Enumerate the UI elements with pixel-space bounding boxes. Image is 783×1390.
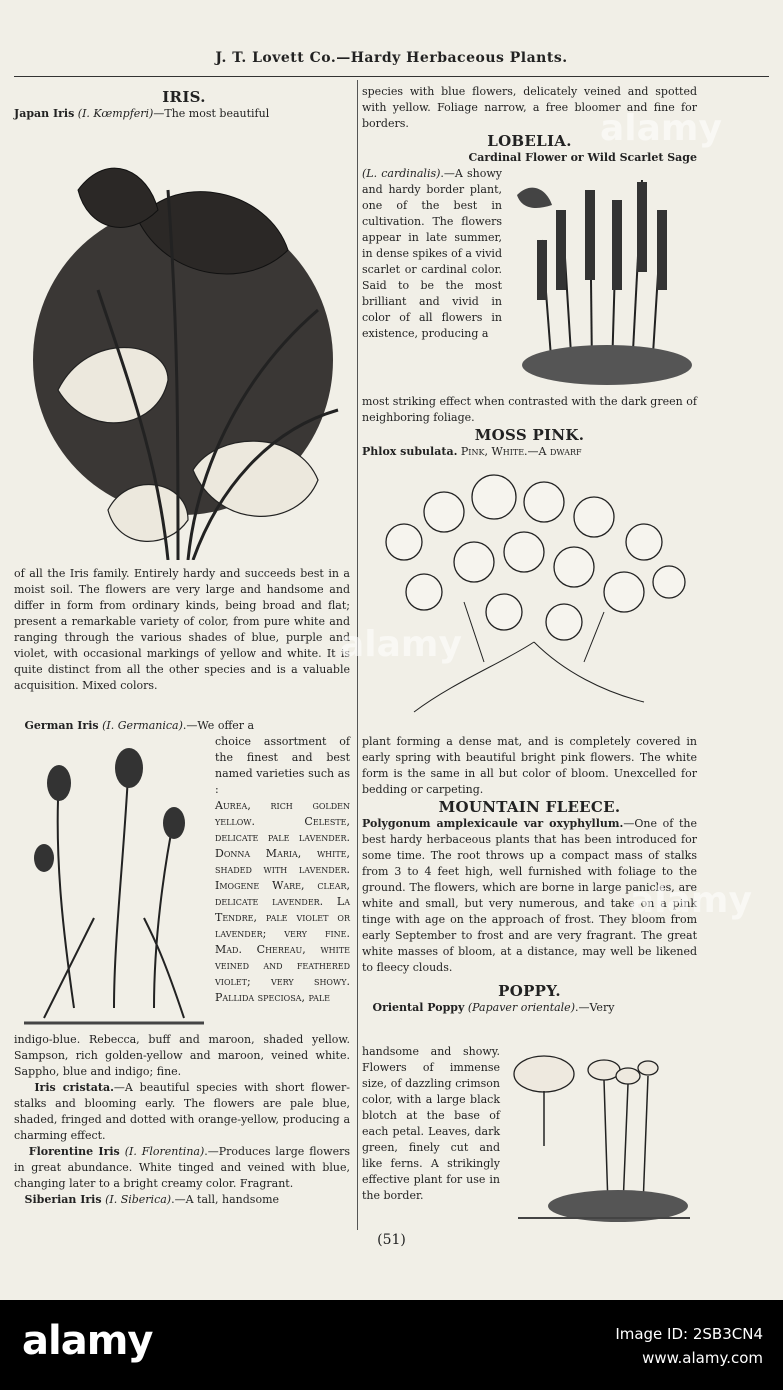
german-iris-varieties-cont: indigo-blue. Rebecca, buff and maroon, shaded yellow. Sampson, rich golden-yellow and maroon, veined white. Sappho, blue and indigo; fine. xyxy=(14,1033,350,1078)
poppy-description: handsome and showy. Flowers of immense size, of dazzling crimson color, with a large black blotch at the base of each petal. Leaves, dark green, finely cut and like ferns. A strikingly effective plant for use in the border. xyxy=(362,1045,500,1202)
stock-info xyxy=(615,1322,763,1370)
poppy-lead: .—Very xyxy=(575,1001,615,1014)
japan-iris-latin: (I. Kœmpferi) xyxy=(77,107,154,120)
mountain-fleece-heading: MOUNTAIN FLEECE. xyxy=(438,798,621,816)
japan-iris-text xyxy=(14,566,350,694)
alamy-watermark-right: alamy xyxy=(630,880,752,921)
japan-iris-lead: —The most beautiful xyxy=(153,107,270,120)
japan-iris-name: Japan Iris xyxy=(14,107,75,120)
german-iris-varieties: Aurea, rich golden yellow. Celeste, delicate pale lavender. Donna Maria, white, shaded with lavender. Imogene Ware, clear, delicate lavender. La Tendre, pale violet or lavender; very fine. Mad. Chereau, white veined and feathered violet; very showy. Pallida speciosa, pale xyxy=(215,799,350,1004)
lobelia-heading: LOBELIA. xyxy=(487,132,572,150)
iris-continued xyxy=(14,1032,350,1208)
poppy-latin: (Papaver orientale) xyxy=(467,1001,575,1014)
lobelia-illustration xyxy=(512,170,698,388)
moss-pink-continued xyxy=(362,734,697,1016)
iris-heading: IRIS. xyxy=(162,88,206,106)
german-iris-title xyxy=(14,718,350,734)
image-id: Image ID: 2SB3CN4 xyxy=(615,1325,763,1343)
iris-cristata-description: —A beautiful species with short flower-stalks and blooming early. The flowers are pale blue, shaded, fringed and dotted with orange-yellow, producing a charming effect. xyxy=(14,1081,350,1142)
lobelia-description: .—A showy and hardy border plant, one of the best in cultivation. The flowers appear in late summer, in dense spikes of a vivid scarlet or cardinal color. Said to be the most brilliant and vivid in color of all flowers in existence, producing a xyxy=(362,167,502,340)
german-iris-lead: .—We offer a xyxy=(182,719,255,732)
alamy-logo: alamy xyxy=(22,1318,153,1364)
site-url: www.alamy.com xyxy=(642,1349,763,1367)
japan-iris-illustration xyxy=(18,130,348,560)
mountain-fleece-name: Polygonum amplexicaule var oxyphyllum. xyxy=(362,817,624,830)
poppy-heading: POPPY. xyxy=(498,982,561,1000)
moss-pink-name: Phlox subulata. xyxy=(362,445,458,458)
german-iris-latin: (I. Germanica) xyxy=(102,719,183,732)
siberian-iris-lead: .—A tall, handsome xyxy=(171,1193,280,1206)
poppy-illustration xyxy=(508,1046,698,1226)
siberian-iris-latin: (I. Siberica) xyxy=(105,1193,172,1206)
siberian-iris-description: species with blue flowers, delicately veined and spotted with yellow. Foliage narrow, a free bloomer and fine for borders. xyxy=(362,85,697,130)
german-iris-body xyxy=(215,734,350,1006)
header-rule xyxy=(14,76,769,77)
moss-pink-description: plant forming a dense mat, and is completely covered in early spring with beautiful bright pink flowers. The white form is the same in all but color of bloom. Unexcelled for bedding or carpeting. xyxy=(362,735,697,796)
siberian-iris-name: Siberian Iris xyxy=(24,1193,102,1206)
alamy-watermark: alamy xyxy=(600,108,722,149)
page-header: J. T. Lovett Co.—Hardy Herbaceous Plants. xyxy=(215,50,568,66)
page-number: (51) xyxy=(377,1232,406,1248)
moss-pink-illustration xyxy=(364,462,698,724)
lobelia-latin: (L. cardinalis) xyxy=(362,167,441,180)
florentine-iris-latin: (I. Florentina) xyxy=(124,1145,205,1158)
lobelia-description-cont: most striking effect when contrasted with the dark green of neighboring foliage. xyxy=(362,395,697,424)
japan-iris-description: of all the Iris family. Entirely hardy and succeeds best in a moist soil. The flowers are very large and handsome and differ in form from ordinary kinds, being broad and flat; present a remarkable variety of color, from pure white and ranging through the various shades of blue, purple and violet, with occasional markings of yellow and white. It is quite distinct from all the other species and is a valuable acquisition. Mixed colors. xyxy=(14,567,350,692)
moss-pink-lead: Pink, White.—A dwarf xyxy=(460,445,582,458)
poppy-body xyxy=(362,1044,500,1204)
german-iris-name: German Iris xyxy=(24,719,99,732)
german-iris-description: choice assortment of the finest and best named varieties such as : xyxy=(215,735,350,796)
german-iris-illustration xyxy=(14,738,210,1028)
lobelia-body xyxy=(362,166,502,342)
iris-cristata-name: Iris cristata. xyxy=(34,1081,114,1094)
lobelia-name: Cardinal Flower or Wild Scarlet Sage xyxy=(468,151,697,164)
florentine-iris-name: Florentine Iris xyxy=(28,1145,120,1158)
mountain-fleece-description: —One of the best hardy herbaceous plants that has been introduced for some time. The root throws up a compact mass of stalks from 3 to 4 feet high, well furnished with foliage to the ground. The flowers, which are borne in large panicles, are white and small, but very numerous, and take on a pink tinge with age on the approach of frost. They bloom from early September to frost and are very fragrant. The great white masses of bloom, at a distance, may well be likened to fleecy clouds. xyxy=(362,817,697,974)
iris-heading-block xyxy=(14,88,354,122)
lobelia-continued xyxy=(362,394,697,460)
alamy-watermark-center: alamy xyxy=(340,624,462,665)
florentine-iris-description: .—Produces large flowers in great abundance. White tinged and veined with blue, changing later to a bright creamy color. Fragrant. xyxy=(14,1145,351,1190)
poppy-name: Oriental Poppy xyxy=(372,1001,465,1014)
moss-pink-heading: MOSS PINK. xyxy=(474,426,585,444)
